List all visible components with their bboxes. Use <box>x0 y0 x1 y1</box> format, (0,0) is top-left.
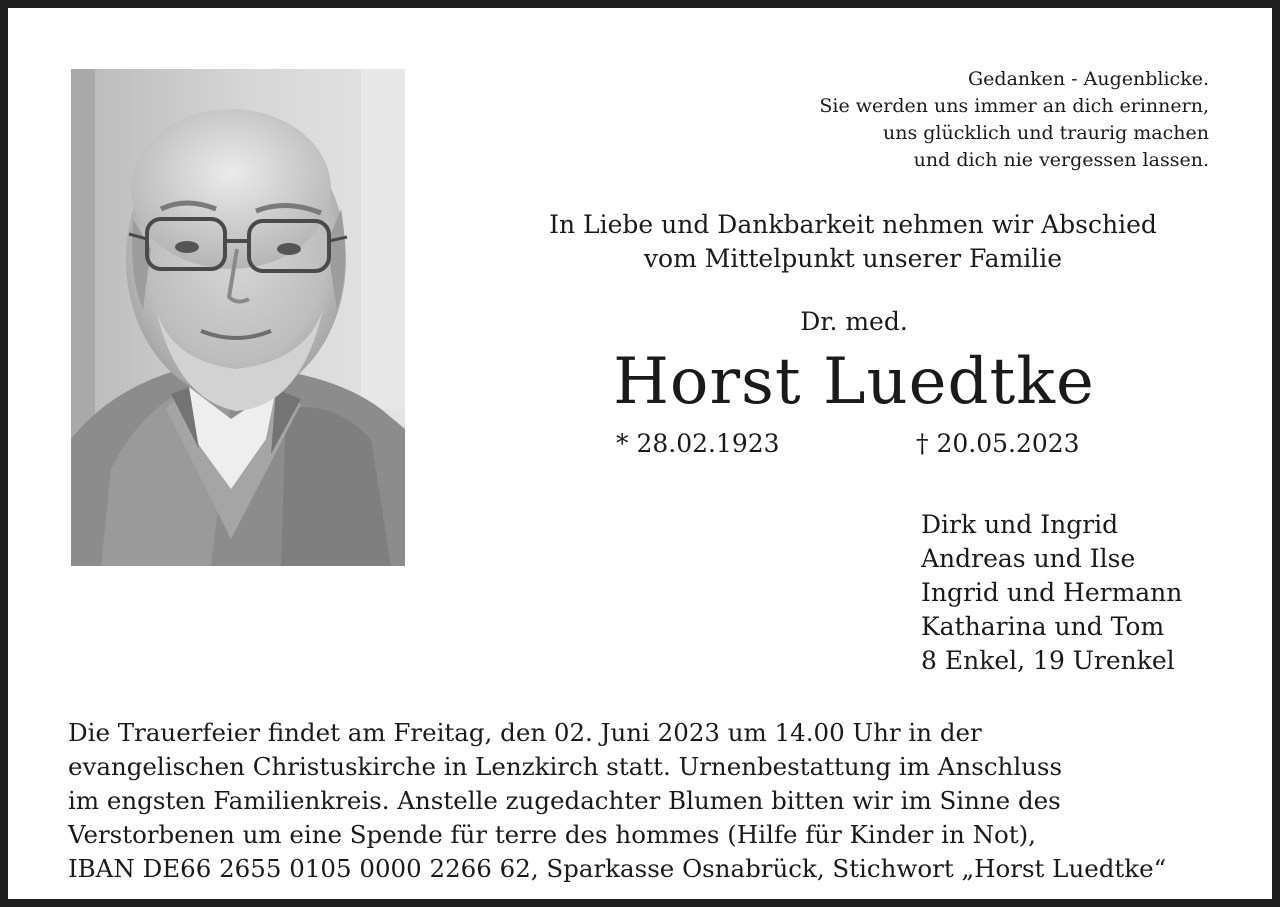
poem-line: Sie werden uns immer an dich erinnern, <box>819 95 1209 117</box>
mourner-line: Ingrid und Hermann <box>921 578 1183 607</box>
farewell-statement <box>463 208 1243 276</box>
ceremony-details <box>68 716 1233 886</box>
poem-line: Gedanken - Augenblicke. <box>968 68 1209 90</box>
ceremony-line: im engsten Familienkreis. Anstelle zugedachter Blumen bitten wir im Sinne des <box>68 786 1061 815</box>
birth-date: * 28.02.1923 <box>616 429 780 458</box>
ceremony-line: Verstorbenen um eine Spende für terre des hommes (Hilfe für Kinder in Not), <box>68 820 1036 849</box>
poem-line: uns glücklich und traurig machen <box>883 122 1209 144</box>
ceremony-line: IBAN DE66 2655 0105 0000 2266 62, Sparkasse Osnabrück, Stichwort „Horst Luedtke“ <box>68 854 1167 883</box>
mourner-line: 8 Enkel, 19 Urenkel <box>921 646 1175 675</box>
portrait-photo <box>71 69 405 566</box>
ceremony-line: evangelischen Christuskirche in Lenzkirch statt. Urnenbestattung im Anschluss <box>68 752 1063 781</box>
farewell-line: vom Mittelpunkt unserer Familie <box>643 244 1063 273</box>
poem-line: und dich nie vergessen lassen. <box>913 149 1209 171</box>
deceased-name: Horst Luedtke <box>613 345 1095 419</box>
mourner-line: Dirk und Ingrid <box>921 510 1119 539</box>
memorial-poem <box>649 66 1209 174</box>
mourner-line: Andreas und Ilse <box>921 544 1136 573</box>
ceremony-line: Die Trauerfeier findet am Freitag, den 02. Juni 2023 um 14.00 Uhr in der <box>68 718 982 747</box>
mourner-line: Katharina und Tom <box>921 612 1165 641</box>
death-date: † 20.05.2023 <box>916 429 1080 458</box>
academic-title: Dr. med. <box>800 307 908 336</box>
farewell-line: In Liebe und Dankbarkeit nehmen wir Abschied <box>549 210 1157 239</box>
mourners-list <box>921 508 1182 678</box>
